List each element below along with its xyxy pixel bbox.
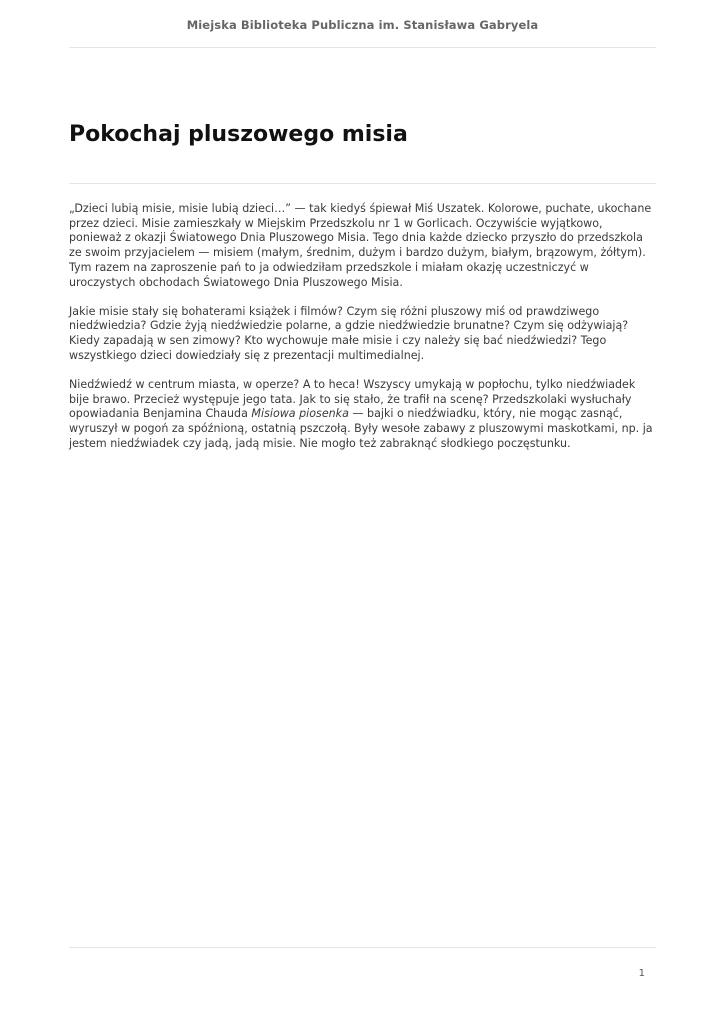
library-name-header: Miejska Biblioteka Publiczna im. Stanisława Gabryela [186,18,539,32]
article-body [69,202,656,466]
book-title-italic: Misiowa piosenka [251,407,349,421]
article-paragraph-3 [69,378,656,452]
title-divider [69,183,656,184]
header-divider [69,47,656,48]
page-title: Pokochaj pluszowego misia [69,122,408,147]
article-paragraph-1: „Dzieci lubią misie, misie lubią dzieci…” — tak kiedyś śpiewał Miś Uszatek. Kolorowe, puchate, ukochane przez dzieci. Misie zamieszkały w Miejskim Przedszkolu nr 1 w Gorlicach. Oczywiście wyjątkowo, ponieważ z okazji Światowego Dnia Pluszowego Misia. Tego dnia każde dziecko przyszło do przedszkola ze swoim przyjacielem — misiem (małym, średnim, dużym i bardzo dużym, białym, brązowym, żółtym). Tym razem na zaproszenie pań to ja odwiedziłam przedszkole i miałam okazję uczestniczyć w uroczystych obchodach Światowego Dnia Pluszowego Misia. [69,202,652,289]
page-number: 1 [638,968,645,979]
paragraph-3-text-start: Niedźwiedź w centrum miasta, w operze? A to heca! Wszyscy umykają w popłochu, tylko niedźwiadek bije brawo. Przecież występuje jego tata. Jak to się stało, że trafił na scenę? Przedszkolaki wysłuchały opowiadania Benjamina Chauda [69,378,636,421]
footer-divider [69,947,656,948]
article-paragraph-2: Jakie misie stały się bohaterami książek i filmów? Czym się różni pluszowy miś od prawdziwego niedźwiedzia? Gdzie żyją niedźwiedzie polarne, a gdzie niedźwiedzie brunatne? Czym się odżywiają? Kiedy zapadają w sen zimowy? Kto wychowuje małe misie i czy należy się bać niedźwiedzi? Tego wszystkiego dzieci dowiedziały się z prezentacji multimedialnej. [69,304,629,362]
paragraph-3-text-end: — bajki o niedźwiadku, który, nie mogąc zasnąć, wyruszył w pogoń za spóźnioną, ostatnią pszczołą. Były wesołe zabawy z pluszowymi maskotkami, np. ja jestem niedźwiadek czy jadą, jadą misie. Nie mogło też zabraknąć słodkiego poczęstunku. [69,407,653,450]
